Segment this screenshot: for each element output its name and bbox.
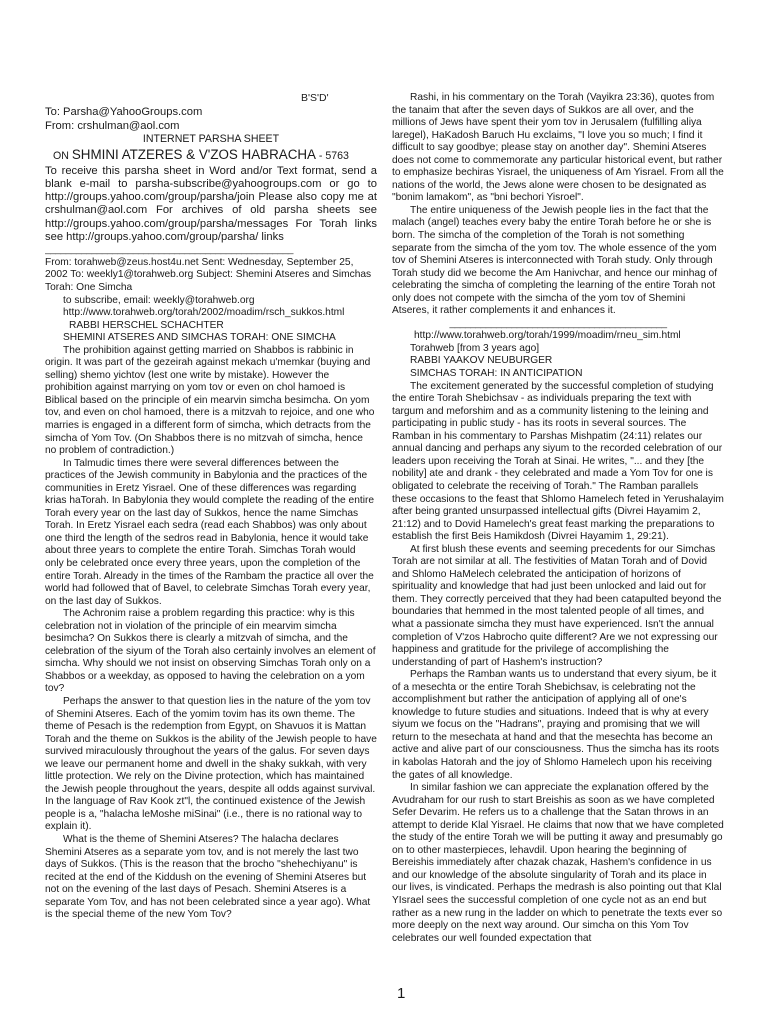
bsd-mark: B'S'D' [301, 92, 329, 104]
article2-url: http://www.torahweb.org/torah/1999/moadim/rneu_sim.html [414, 330, 681, 342]
article1-heading: SHEMINI ATSERES AND SIMCHAS TORAH: ONE SIMCHA [63, 332, 336, 344]
to-address: To: Parsha@YahooGroups.com [45, 106, 203, 118]
article1-meta: From: torahweb@zeus.host4u.net Sent: Wednesday, September 25, 2002 To: weekly1@torahweb.org Subject: Shemini Atseres and Simchas Torah: One Simcha [45, 256, 372, 293]
subscribe-text: To receive this parsha sheet in Word and/or Text format, send a blank e-mail to parsha-subscribe@yahoogroups.com or go to http://groups.yahoo.com/group/parsha/join Please also copy me at crshulman@aol.com For archives of old parsha sheets see http://groups.yahoo.com/group/parsha/messages For Torah links see http://groups.yahoo.com/group/parsha/ links [45, 164, 377, 244]
article2-paragraph: The excitement generated by the successful completion of studying the entire Torah Shebichsav - as individuals preparing the text with targum and meforshim and as a community listening to the leining and participating in public study - has its roots in several sources. The Ramban in his commentary to Parshas Mishpatim (24:11) relates our annual dancing and perhaps any siyum to the recorded celebration of our leaders upon receiving the Torah at Sinai. He writes, "... and they [the nobility] ate and drank - they celebrated and made a Yom Tov for one is obligated to celebrate the receiving of Torah." The Ramban parallels these occasions to the feast that Shlomo Hamelech feted in Yerushalayim after being granted unsurpassed intellectual gifts (Divrei Hayamim 2, 21:12) and to Dovid Hamelech's great feast marking the preparations to establish the first Beis Hamikdosh (Divrei Hayamim 1, 29:21). [392, 380, 724, 543]
article2-heading: SIMCHAS TORAH: IN ANTICIPATION [410, 368, 583, 380]
article1-url: http://www.torahweb.org/torah/2002/moadim/rsch_sukkos.html [63, 307, 345, 319]
article1-paragraph: Rashi, in his commentary on the Torah (Vayikra 23:36), quotes from the tanaim that after the seven days of Sukkos are all over, and the millions of Jews have spent their yom tov in Jerusalem (fulfilling aliya laregel), HaKadosh Baruch Hu exclaims, "I love you so much; I find it difficult to say goodbye; please stay on another day". Shemini Atseres does not come to commemorate any particular historical event, but rather to emphasize bechiras Yisrael, the uniqueness of Am Yisrael. From all the nations of the world, the Jews alone were chosen to be designated as "bonim lamakom", as "bni bechori Yisroel". [392, 92, 724, 204]
article2-author: RABBI YAAKOV NEUBURGER [410, 355, 553, 367]
article1-paragraph: What is the theme of Shemini Atseres? The halacha declares Shemini Atseres as a separate yom tov, and is not merely the last two days of Sukkos. (This is the reason that the brocho "shehechiyanu" is recited at the end of the Kiddush on the evening of Shemini Atseres but not on the evening of the last days of Pesach. Shemini Atseres is a separate Yom Tov, and has not been celebrated since a year ago). What is the special theme of the new Yom Tov? [45, 834, 371, 921]
divider: __________________________________________ [449, 317, 667, 329]
page-title [45, 146, 377, 165]
article1-paragraph: Perhaps the answer to that question lies in the nature of the yom tov of Shemini Atseres. Each of the yomim tovim has its own theme. The theme of Pesach is the redemption from Egypt, on Shavuos it is Mattan Torah and the theme on Sukkos is the ability of the Jewish people to have survived miraculously throughout the years of the galus. For seven days we leave our permanent home and dwell in the shaky sukkah, with very little protection. We rely on the Divine protection, which has maintained the Jewish people throughout the years, despite all odds against survival. In the language of Rav Kook zt"l, the continued existence of the Jewish people is a, "halacha leMoshe miSinai" (i.e., there is no rational way to explain it). [45, 696, 377, 833]
article1-paragraph: The entire uniqueness of the Jewish people lies in the fact that the malach (angel) teaches every baby the entire Torah before he or she is born. The simcha of the completion of the Torah is not something separate from the simcha of the yom tov. The whole essence of the yom tov of Shemini Atseres is interconnected with Torah study. Only through Torah study did we become the Am Hanivchar, and hence our minhag of celebrating the simcha of completing the learning of the entire Torah not only does not compete with the simcha of the yom tov of Shemini Atseres, it rather complements it and enhances it. [392, 204, 718, 317]
from-address: From: crshulman@aol.com [45, 119, 180, 132]
divider: ________________________________________________ [45, 244, 293, 256]
title-year: - 5763 [315, 149, 349, 162]
article2-paragraph: Perhaps the Ramban wants us to understand that every siyum, be it of a mesechta or the entire Torah Shebichsav, is celebrating not the accomplishment but rather the anticipation of applying all of one's knowledge to future studies and situations. Indeed that is why at every siyum we focus on the "Hadrans", praying and promising that we will return to the mesechata at hand and that the mesechta has become an active and alive part of our consciousness. Thus the simcha has its roots in kabolas Hatorah and the joy of Shlomo Hamelech upon his receiving the gates of all knowledge. [392, 669, 720, 781]
left-column [45, 92, 377, 922]
article2-source: Torahweb [from 3 years ago] [410, 342, 540, 354]
title-text: SHMINI ATZERES & V'ZOS HABRACHA [71, 146, 316, 162]
article2-paragraph: In similar fashion we can appreciate the explanation offered by the Avudraham for our rush to start Breishis as soon as we have completed Sefer Devarim. He refers us to a challenge that the Satan throws in an attempt to deride Klal Yisrael. He claims that now that we have completed the study of the entire Torah we will be putting it away and presumably go on to other masterpieces, lehavdil. Upon hearing the beginning of Bereishis immediately after chazak chazak, Hashem's confidence in us and our knowledge of the absolute singularity of Torah and its place in our lives, is vindicated. Perhaps the medrash is also pointing out that Klal YIsrael sees the successful completion of one cycle not as an end but rather as a new rung in the ladder on which to penetrate the texts ever so more deeply on the next way around. Our simcha on this Yom Tov celebrates our well founded expectation that [392, 782, 724, 944]
article1-paragraph: In Talmudic times there were several differences between the practices of the Jewish community in Babylonia and the practices of the communities in Eretz Yisrael. One of these differences was regarding krias haTorah. In Babylonia they would complete the reading of the entire Torah every year on the last day of Sukkos, hence the name Simchas Torah. In Eretz Yisrael each sedra (read each Shabbos) was only about one third the length of the sedros read in Babylonia, hence it would take about three years to complete the entire Torah. Simchas Torah would only be celebrated once every three years, upon the completion of the entire Torah. Already in the times of the Rambam the practice all over the world had followed that of Bavel, to celebrate Simchas Torah every year, on the last day of Sukkos. [45, 457, 375, 607]
page-number: 1 [397, 985, 406, 1002]
right-column [392, 92, 724, 945]
article1-paragraph: The prohibition against getting married on Shabbos is rabbinic in origin. It was part of the gezeirah against mekach u'memkar (buying and selling) shemo yichtov (lest one write by mistake). However the prohibition against marrying on yom tov or even on chol hamoed is Biblical based on the principle of ein mearvin simcha besimcha. On yom tov, and even on chol hamoed, there is a mitzvah to rejoice, and one who marries is engaged in a different form of simcha, which detracts from the simcha of Yom Tov. (On Shabbos there is no mitzvah of simcha, hence no problem of contradiction.) [45, 344, 375, 457]
sheet-label: INTERNET PARSHA SHEET [142, 133, 280, 145]
article1-paragraph: The Achronim raise a problem regarding this practice: why is this celebration not in violation of the principle of ein mearvim simcha besimcha? On Sukkos there is clearly a mitzvah of simcha, and the celebration of the siyum of the Torah also certainly involves an element of simcha. Why should we not insist on observing Simchas Torah only on a Shabbos or a weekday, as opposed to having the celebration on a yom tov? [45, 608, 376, 695]
title-prefix: ON [53, 149, 72, 162]
article1-author: RABBI HERSCHEL SCHACHTER [69, 319, 224, 331]
article2-paragraph: At first blush these events and seeming precedents for our Simchas Torah are not similar at all. The festivities of Matan Torah and of Dovid and Shlomo HaMelech celebrated the anticipation of horizons of spirituality and knowledge that had just been unlocked and laid out for them. They correctly perceived that they had been catapulted beyond the boundaries that hemmed in the most talented people of all times, and what a passionate simcha they must have experienced. Isn't the annual completion of V'zos Habrocho quite different? Are we not expressing our happiness and gratitude for the privilege of accomplishing the understanding of part of Hashem's instruction? [392, 543, 722, 668]
article1-subscribe: to subscribe, email: weekly@torahweb.org [63, 294, 255, 306]
